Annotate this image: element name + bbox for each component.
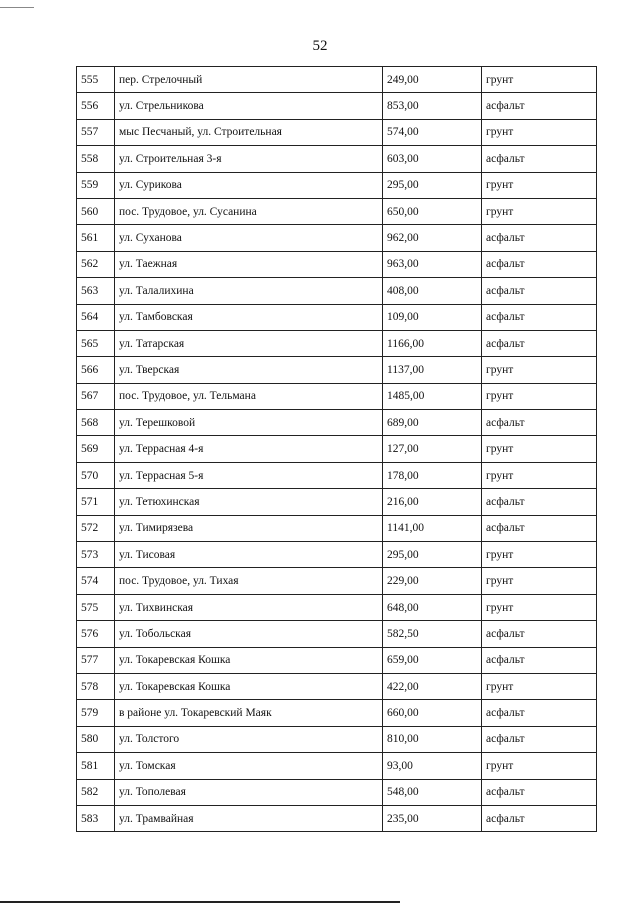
row-number-cell: 559 (77, 172, 115, 198)
length-cell: 548,00 (383, 779, 482, 805)
surface-type-cell: грунт (482, 172, 597, 198)
surface-type-cell: грунт (482, 436, 597, 462)
length-cell: 229,00 (383, 568, 482, 594)
length-cell: 659,00 (383, 647, 482, 673)
length-cell: 295,00 (383, 172, 482, 198)
street-name-cell: ул. Терешковой (115, 410, 383, 436)
surface-type-cell: асфальт (482, 489, 597, 515)
street-name-cell: ул. Толстого (115, 726, 383, 752)
length-cell: 650,00 (383, 198, 482, 224)
table-row (77, 172, 597, 198)
length-cell: 689,00 (383, 410, 482, 436)
street-name-cell: ул. Террасная 5-я (115, 462, 383, 488)
length-cell: 295,00 (383, 542, 482, 568)
street-name-cell: пос. Трудовое, ул. Тихая (115, 568, 383, 594)
table-row (77, 436, 597, 462)
street-name-cell: ул. Строительная 3-я (115, 146, 383, 172)
row-number-cell: 571 (77, 489, 115, 515)
surface-type-cell: грунт (482, 673, 597, 699)
table-row (77, 67, 597, 93)
row-number-cell: 573 (77, 542, 115, 568)
row-number-cell: 574 (77, 568, 115, 594)
street-name-cell: пос. Трудовое, ул. Сусанина (115, 198, 383, 224)
surface-type-cell: грунт (482, 462, 597, 488)
street-name-cell: ул. Талалихина (115, 278, 383, 304)
table-row (77, 383, 597, 409)
surface-type-cell: грунт (482, 67, 597, 93)
row-number-cell: 578 (77, 673, 115, 699)
row-number-cell: 556 (77, 93, 115, 119)
row-number-cell: 566 (77, 357, 115, 383)
surface-type-cell: грунт (482, 198, 597, 224)
surface-type-cell: асфальт (482, 278, 597, 304)
length-cell: 127,00 (383, 436, 482, 462)
street-name-cell: ул. Татарская (115, 330, 383, 356)
surface-type-cell: асфальт (482, 700, 597, 726)
row-number-cell: 557 (77, 119, 115, 145)
table-row (77, 119, 597, 145)
length-cell: 660,00 (383, 700, 482, 726)
street-name-cell: ул. Токаревская Кошка (115, 673, 383, 699)
surface-type-cell: асфальт (482, 146, 597, 172)
row-number-cell: 580 (77, 726, 115, 752)
length-cell: 235,00 (383, 805, 482, 831)
length-cell: 574,00 (383, 119, 482, 145)
table-row (77, 805, 597, 831)
table-row (77, 146, 597, 172)
row-number-cell: 576 (77, 621, 115, 647)
street-name-cell: ул. Тамбовская (115, 304, 383, 330)
row-number-cell: 560 (77, 198, 115, 224)
table-row (77, 621, 597, 647)
roads-table (76, 66, 597, 832)
table-row (77, 357, 597, 383)
street-name-cell: пос. Трудовое, ул. Тельмана (115, 383, 383, 409)
street-name-cell: в районе ул. Токаревский Маяк (115, 700, 383, 726)
table-row (77, 251, 597, 277)
surface-type-cell: асфальт (482, 93, 597, 119)
surface-type-cell: асфальт (482, 805, 597, 831)
length-cell: 962,00 (383, 225, 482, 251)
row-number-cell: 572 (77, 515, 115, 541)
length-cell: 648,00 (383, 594, 482, 620)
row-number-cell: 561 (77, 225, 115, 251)
row-number-cell: 569 (77, 436, 115, 462)
table-row (77, 462, 597, 488)
table-row (77, 198, 597, 224)
table-row (77, 225, 597, 251)
table-row (77, 304, 597, 330)
street-name-cell: ул. Трамвайная (115, 805, 383, 831)
length-cell: 422,00 (383, 673, 482, 699)
bottom-edge-rule (0, 901, 400, 903)
length-cell: 963,00 (383, 251, 482, 277)
table-row (77, 568, 597, 594)
surface-type-cell: грунт (482, 119, 597, 145)
length-cell: 216,00 (383, 489, 482, 515)
table-row (77, 330, 597, 356)
row-number-cell: 558 (77, 146, 115, 172)
surface-type-cell: асфальт (482, 726, 597, 752)
table-row (77, 93, 597, 119)
street-name-cell: ул. Токаревская Кошка (115, 647, 383, 673)
street-name-cell: пер. Стрелочный (115, 67, 383, 93)
table-row (77, 726, 597, 752)
surface-type-cell: грунт (482, 753, 597, 779)
row-number-cell: 575 (77, 594, 115, 620)
surface-type-cell: грунт (482, 594, 597, 620)
table-row (77, 594, 597, 620)
length-cell: 810,00 (383, 726, 482, 752)
street-name-cell: ул. Тимирязева (115, 515, 383, 541)
table-row (77, 647, 597, 673)
table-row (77, 779, 597, 805)
row-number-cell: 579 (77, 700, 115, 726)
surface-type-cell: асфальт (482, 621, 597, 647)
surface-type-cell: асфальт (482, 251, 597, 277)
table-row (77, 489, 597, 515)
surface-type-cell: асфальт (482, 647, 597, 673)
length-cell: 93,00 (383, 753, 482, 779)
length-cell: 178,00 (383, 462, 482, 488)
row-number-cell: 583 (77, 805, 115, 831)
table-row (77, 410, 597, 436)
street-name-cell: ул. Сурикова (115, 172, 383, 198)
street-name-cell: ул. Тополевая (115, 779, 383, 805)
row-number-cell: 565 (77, 330, 115, 356)
street-name-cell: ул. Тобольская (115, 621, 383, 647)
row-number-cell: 568 (77, 410, 115, 436)
length-cell: 603,00 (383, 146, 482, 172)
length-cell: 249,00 (383, 67, 482, 93)
street-name-cell: ул. Тихвинская (115, 594, 383, 620)
table-row (77, 278, 597, 304)
street-name-cell: ул. Томская (115, 753, 383, 779)
street-name-cell: ул. Тетюхинская (115, 489, 383, 515)
table-row (77, 542, 597, 568)
street-name-cell: ул. Террасная 4-я (115, 436, 383, 462)
surface-type-cell: асфальт (482, 515, 597, 541)
length-cell: 408,00 (383, 278, 482, 304)
length-cell: 1485,00 (383, 383, 482, 409)
row-number-cell: 577 (77, 647, 115, 673)
surface-type-cell: асфальт (482, 225, 597, 251)
street-name-cell: мыс Песчаный, ул. Строительная (115, 119, 383, 145)
length-cell: 582,50 (383, 621, 482, 647)
page-number: 52 (312, 38, 328, 54)
length-cell: 1166,00 (383, 330, 482, 356)
row-number-cell: 562 (77, 251, 115, 277)
table-row (77, 753, 597, 779)
surface-type-cell: асфальт (482, 779, 597, 805)
row-number-cell: 564 (77, 304, 115, 330)
surface-type-cell: асфальт (482, 410, 597, 436)
row-number-cell: 555 (77, 67, 115, 93)
street-name-cell: ул. Тисовая (115, 542, 383, 568)
length-cell: 109,00 (383, 304, 482, 330)
street-name-cell: ул. Тверская (115, 357, 383, 383)
table-row (77, 515, 597, 541)
surface-type-cell: грунт (482, 568, 597, 594)
surface-type-cell: грунт (482, 383, 597, 409)
row-number-cell: 582 (77, 779, 115, 805)
row-number-cell: 570 (77, 462, 115, 488)
street-name-cell: ул. Стрельникова (115, 93, 383, 119)
surface-type-cell: асфальт (482, 304, 597, 330)
row-number-cell: 581 (77, 753, 115, 779)
row-number-cell: 567 (77, 383, 115, 409)
table-body (77, 67, 597, 832)
surface-type-cell: грунт (482, 542, 597, 568)
street-name-cell: ул. Таежная (115, 251, 383, 277)
length-cell: 853,00 (383, 93, 482, 119)
length-cell: 1137,00 (383, 357, 482, 383)
street-name-cell: ул. Суханова (115, 225, 383, 251)
top-edge-rule (0, 7, 34, 8)
surface-type-cell: грунт (482, 357, 597, 383)
surface-type-cell: асфальт (482, 330, 597, 356)
table-row (77, 673, 597, 699)
length-cell: 1141,00 (383, 515, 482, 541)
table-row (77, 700, 597, 726)
row-number-cell: 563 (77, 278, 115, 304)
